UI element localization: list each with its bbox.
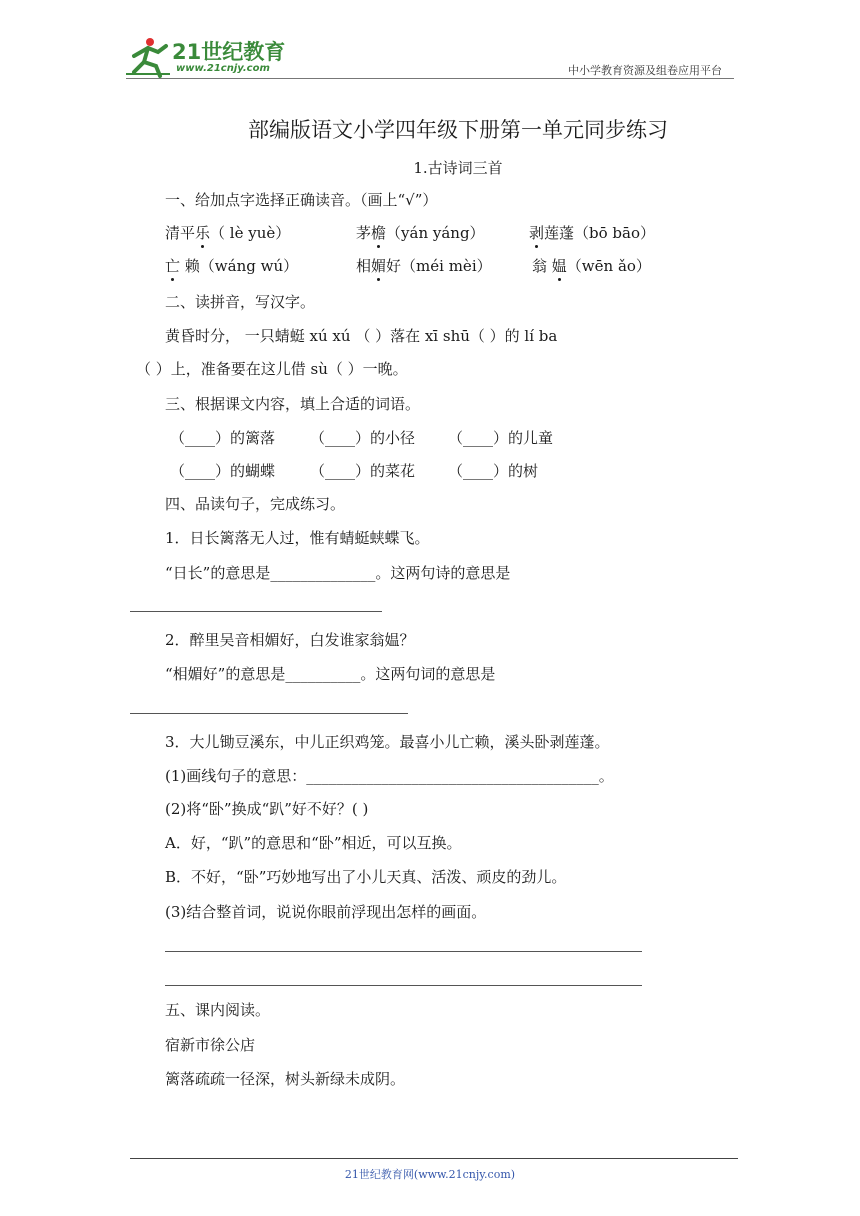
logo bbox=[126, 34, 296, 78]
answer-line bbox=[130, 713, 408, 714]
poem-line: 篱落疏疏一径深，树头新绿未成阴。 bbox=[165, 1070, 406, 1088]
dotted-char: 剥 bbox=[529, 224, 545, 242]
dotted-char: 乐 bbox=[195, 224, 211, 242]
logo-url: www.21cnjy.com bbox=[176, 63, 270, 74]
platform-label: 中小学教育资源及组卷应用平台 bbox=[568, 64, 722, 77]
pinyin-options: （yán yáng） bbox=[386, 224, 485, 242]
logo-text: 21世纪教育 bbox=[172, 40, 286, 64]
page-title: 部编版语文小学四年级下册第一单元同步练习 bbox=[248, 118, 668, 142]
word-c-suffix: 莲蓬 bbox=[544, 224, 575, 242]
question-1: 1．日长篱落无人过，惟有蜻蜓蛱蝶飞。 bbox=[165, 529, 430, 547]
fill-blank-item: （____）的蝴蝶 bbox=[170, 462, 276, 480]
runner-logo-icon bbox=[126, 34, 172, 78]
pinyin-options: （wáng wú） bbox=[199, 257, 299, 275]
pinyin-row-2-c bbox=[532, 256, 651, 276]
poem-title: 宿新市徐公店 bbox=[165, 1036, 256, 1054]
answer-line bbox=[165, 951, 642, 952]
dotted-char: 檐 bbox=[371, 224, 387, 242]
pinyin-row-2-b bbox=[356, 256, 492, 276]
fill-blank-item: （____）的树 bbox=[448, 462, 539, 480]
pinyin-options: （bō bāo） bbox=[574, 224, 656, 242]
question-1-prompt: “日长”的意思是______________。这两句诗的意思是 bbox=[165, 564, 511, 582]
pinyin-options: （ lè yuè） bbox=[210, 224, 291, 242]
answer-line bbox=[165, 985, 642, 986]
lesson-title: 1.古诗词三首 bbox=[413, 159, 503, 177]
section-5-heading: 五、课内阅读。 bbox=[165, 1001, 271, 1019]
fill-blank-item: （____）的儿童 bbox=[448, 429, 554, 447]
dotted-char: 亡 bbox=[165, 257, 181, 275]
footer-divider bbox=[130, 1158, 738, 1159]
dotted-char: 媪 bbox=[551, 257, 567, 275]
word-a-suffix: 赖 bbox=[180, 257, 200, 275]
header-divider bbox=[126, 78, 734, 79]
section-3-heading: 三、根据课文内容，填上合适的词语。 bbox=[165, 395, 421, 413]
pinyin-row-1 bbox=[165, 223, 290, 243]
section-2-heading: 二、读拼音，写汉字。 bbox=[165, 293, 316, 311]
word-a-prefix: 清平 bbox=[165, 224, 196, 242]
pinyin-options: （wēn ǎo） bbox=[566, 257, 651, 275]
section-2-line-2: （ ）上，准备要在这儿借 sù（ ）一晚。 bbox=[136, 360, 408, 378]
pinyin-row-1-c bbox=[529, 223, 655, 243]
option-b: B．不好，“卧”巧妙地写出了小儿天真、活泼、顽皮的劲儿。 bbox=[165, 868, 567, 886]
question-3-part-2: (2)将“卧”换成“趴”好不好？( ) bbox=[165, 800, 369, 818]
word-b-suffix: 好 bbox=[386, 257, 402, 275]
word-c-prefix: 翁 bbox=[532, 257, 552, 275]
fill-blank-item: （____）的小径 bbox=[310, 429, 416, 447]
word-b-prefix: 茅 bbox=[356, 224, 372, 242]
question-3-part-3: (3)结合整首词，说说你眼前浮现出怎样的画面。 bbox=[165, 903, 487, 921]
page-header bbox=[0, 0, 860, 90]
question-2: 2．醉里吴音相媚好，白发谁家翁媪？ bbox=[165, 631, 415, 649]
pinyin-row-1-b bbox=[356, 223, 485, 243]
section-2-line-1: 黄昏时分， 一只蜻蜓 xú xú （ ）落在 xī shū（ ）的 lí ba bbox=[165, 327, 558, 345]
fill-blank-item: （____）的菜花 bbox=[310, 462, 416, 480]
section-4-heading: 四、品读句子，完成练习。 bbox=[165, 495, 346, 513]
section-1-heading: 一、给加点字选择正确读音。（画上“√”） bbox=[165, 191, 438, 209]
footer-link[interactable]: 21世纪教育网(www.21cnjy.com) bbox=[344, 1168, 516, 1181]
pinyin-options: （méi mèi） bbox=[401, 257, 492, 275]
fill-blank-item: （____）的篱落 bbox=[170, 429, 276, 447]
word-b-prefix: 相 bbox=[356, 257, 372, 275]
dotted-char: 媚 bbox=[371, 257, 387, 275]
answer-line bbox=[130, 611, 382, 612]
question-3: 3．大儿锄豆溪东，中儿正织鸡笼。最喜小儿亡赖，溪头卧剥莲蓬。 bbox=[165, 733, 610, 751]
question-2-prompt: “相媚好”的意思是__________。这两句词的意思是 bbox=[165, 665, 496, 683]
option-a: A．好，“趴”的意思和“卧”相近，可以互换。 bbox=[165, 834, 462, 852]
question-3-part-1: (1)画线句子的意思：_______________________________________。 bbox=[165, 767, 614, 785]
pinyin-row-2 bbox=[165, 256, 298, 276]
